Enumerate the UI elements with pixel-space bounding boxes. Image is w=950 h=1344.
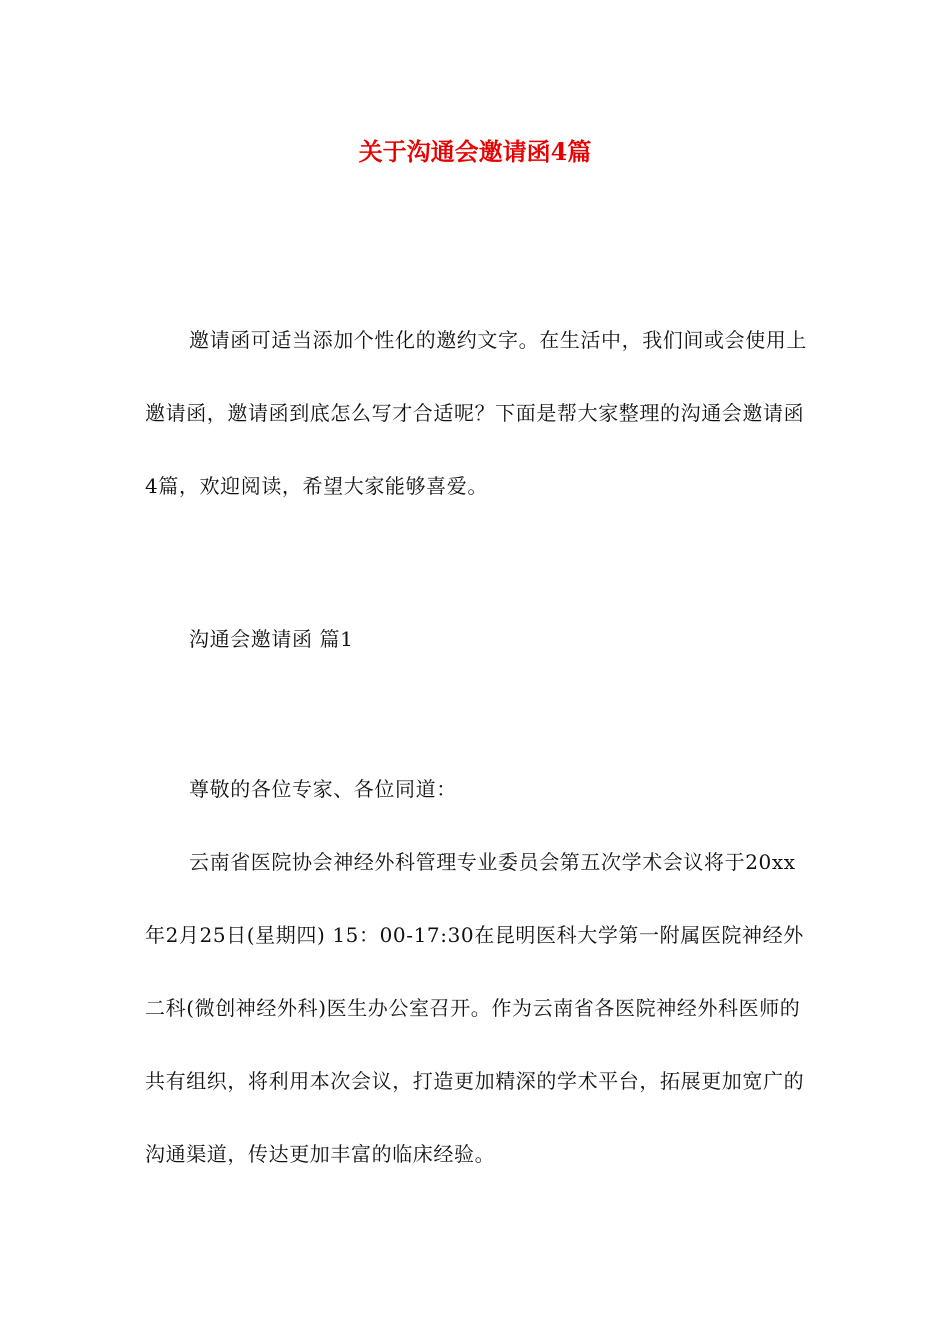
document-title: 关于沟通会邀请函4篇 [358, 137, 592, 166]
intro-paragraph: 邀请函可适当添加个性化的邀约文字。在生活中，我们间或会使用上邀请函，邀请函到底怎么写才合适呢？下面是帮大家整理的沟通会邀请函4篇，欢迎阅读，希望大家能够喜爱。 [145, 328, 807, 498]
greeting-block [145, 753, 815, 826]
section-heading-block [145, 603, 815, 676]
body-paragraph: 云南省医院协会神经外科管理专业委员会第五次学术会议将于20xx年2月25日(星期四) 15：00-17:30在昆明医科大学第一附属医院神经外二科(微创神经外科)医生办公室召开。作为云南省各医院神经外科医师的共有组织，将利用本次会议，打造更加精深的学术平台，拓展更加宽广的沟通渠道，传达更加丰富的临床经验。 [145, 850, 805, 1166]
section-heading: 沟通会邀请函 篇1 [189, 627, 354, 651]
intro-section [145, 304, 815, 523]
body-section [145, 826, 815, 1191]
greeting-text: 尊敬的各位专家、各位同道： [189, 777, 457, 801]
